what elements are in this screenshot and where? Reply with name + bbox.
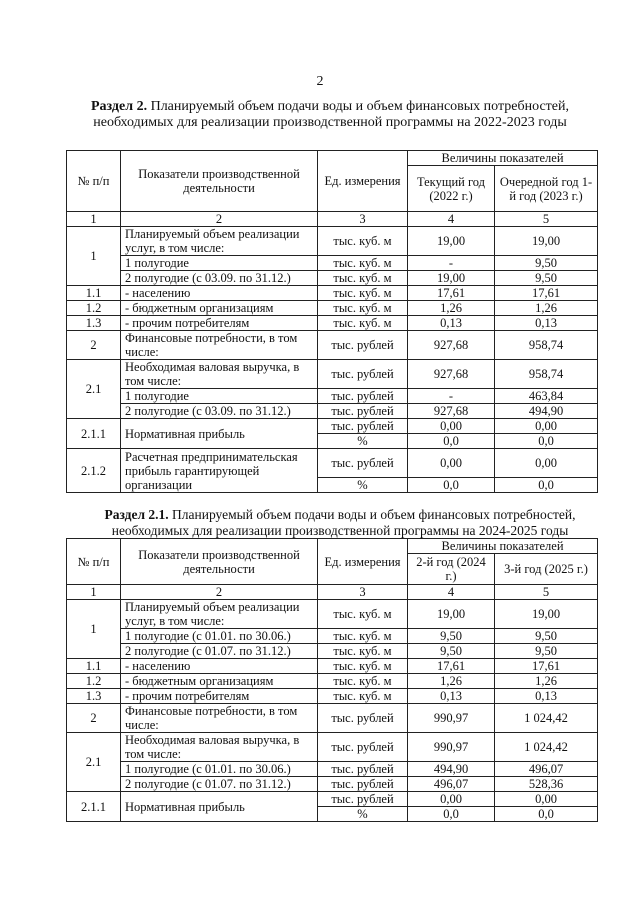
row-value: 0,0 [495,434,598,449]
row-num: 1.3 [67,689,121,704]
row-value: 9,50 [495,644,598,659]
row-name: - населению [121,286,318,301]
row-value: 17,61 [408,659,495,674]
table-row [67,256,598,271]
row-name: 1 полугодие [121,256,318,271]
row-value: 0,13 [495,316,598,331]
row-value: 17,61 [408,286,495,301]
row-value: 1 024,42 [495,733,598,762]
row-name: Финансовые потребности, в том числе: [121,331,318,360]
table-row [67,227,598,256]
row-unit: тыс. куб. м [318,227,408,256]
row-value: 496,07 [408,777,495,792]
row-value: 0,00 [495,419,598,434]
section-2-title-bold: Раздел 2. [91,99,148,114]
table-row [67,331,598,360]
row-value: - [408,389,495,404]
row-num: 2 [67,331,121,360]
row-value: 9,50 [495,629,598,644]
row-value: 19,00 [495,227,598,256]
row-unit: тыс. рублей [318,360,408,389]
table-row [67,777,598,792]
row-value: 494,90 [408,762,495,777]
row-value: 927,68 [408,360,495,389]
row-value: 9,50 [408,629,495,644]
row-value: 0,0 [495,478,598,493]
table-row [67,674,598,689]
table-row [67,704,598,733]
row-value: 927,68 [408,404,495,419]
row-name: - бюджетным организациям [121,674,318,689]
header-indicators: Показатели производственной деятельности [121,539,318,585]
index-cell: 5 [495,212,598,227]
row-value: 0,00 [495,449,598,478]
row-name: Необходимая валовая выручка, в том числе: [121,360,318,389]
row-name: Нормативная прибыль [121,792,318,822]
header-unit: Ед. измерения [318,539,408,585]
header-num: № п/п [67,539,121,585]
header-col-2025: 3-й год (2025 г.) [495,554,598,585]
row-num: 1.1 [67,659,121,674]
table-row [67,419,598,434]
section-2-title [60,99,600,131]
row-num: 1.3 [67,316,121,331]
section-2-1-table [66,538,598,822]
row-value: 0,00 [408,792,495,807]
row-num: 2.1 [67,733,121,792]
row-value: 0,00 [408,449,495,478]
row-name: 2 полугодие (с 03.09. по 31.12.) [121,271,318,286]
table-row [67,762,598,777]
index-cell: 4 [408,585,495,600]
table-row [67,404,598,419]
section-2-1-title [80,507,600,539]
header-num: № п/п [67,151,121,212]
row-unit: тыс. куб. м [318,256,408,271]
section-2-1-title-text: Планируемый объем подачи воды и объем финансовых потребностей, необходимых для реализации производственной программы на 2024-2025 годы [111,507,576,538]
row-value: 990,97 [408,704,495,733]
row-num: 2.1.1 [67,792,121,822]
row-value: 528,36 [495,777,598,792]
row-value: 19,00 [495,600,598,629]
row-unit: тыс. куб. м [318,689,408,704]
header-values: Величины показателей [408,151,598,166]
table-row [67,449,598,478]
table-row [67,600,598,629]
table-row [67,316,598,331]
page-number: 2 [316,74,324,89]
row-name: 1 полугодие (с 01.01. по 30.06.) [121,629,318,644]
table-row [67,301,598,316]
table-row [67,389,598,404]
index-cell: 2 [121,212,318,227]
row-name: 2 полугодие (с 01.07. по 31.12.) [121,777,318,792]
index-cell: 3 [318,585,408,600]
index-cell: 5 [495,585,598,600]
table-row [67,689,598,704]
row-name: Планируемый объем реализации услуг, в том числе: [121,600,318,629]
row-value: 463,84 [495,389,598,404]
row-value: 494,90 [495,404,598,419]
row-num: 2 [67,704,121,733]
index-cell: 1 [67,585,121,600]
row-value: 9,50 [495,271,598,286]
section-2-1-title-bold: Раздел 2.1. [104,507,169,522]
row-value: 958,74 [495,331,598,360]
row-value: 1,26 [495,674,598,689]
row-name: - прочим потребителям [121,316,318,331]
row-value: - [408,256,495,271]
row-num: 1 [67,227,121,286]
row-unit: тыс. куб. м [318,286,408,301]
row-num: 1 [67,600,121,659]
row-value: 958,74 [495,360,598,389]
row-value: 0,13 [408,689,495,704]
row-unit: тыс. куб. м [318,316,408,331]
table-row [67,659,598,674]
row-num: 1.2 [67,301,121,316]
table-row [67,792,598,807]
row-unit: тыс. рублей [318,704,408,733]
table-row [67,271,598,286]
row-value: 17,61 [495,659,598,674]
row-value: 19,00 [408,600,495,629]
row-num: 1.2 [67,674,121,689]
row-unit: тыс. куб. м [318,629,408,644]
row-value: 1,26 [408,301,495,316]
row-value: 990,97 [408,733,495,762]
row-num: 2.1.2 [67,449,121,493]
row-value: 9,50 [408,644,495,659]
row-value: 0,13 [408,316,495,331]
row-unit: тыс. рублей [318,733,408,762]
row-unit: тыс. куб. м [318,644,408,659]
row-name: Планируемый объем реализации услуг, в том числе: [121,227,318,256]
row-name: - населению [121,659,318,674]
row-value: 0,0 [408,807,495,822]
row-num: 2.1 [67,360,121,419]
index-cell: 2 [121,585,318,600]
row-unit: тыс. рублей [318,331,408,360]
row-num: 1.1 [67,286,121,301]
row-unit: % [318,478,408,493]
row-unit: % [318,434,408,449]
table-row [67,644,598,659]
row-unit: тыс. рублей [318,389,408,404]
row-value: 17,61 [495,286,598,301]
row-unit: тыс. куб. м [318,659,408,674]
row-value: 9,50 [495,256,598,271]
section-2-table [66,150,598,493]
table-row [67,286,598,301]
row-unit: тыс. куб. м [318,271,408,286]
row-unit: тыс. рублей [318,419,408,434]
row-name: Необходимая валовая выручка, в том числе: [121,733,318,762]
row-value: 19,00 [408,227,495,256]
row-num: 2.1.1 [67,419,121,449]
row-name: 2 полугодие (с 03.09. по 31.12.) [121,404,318,419]
row-name: 1 полугодие (с 01.01. по 30.06.) [121,762,318,777]
row-unit: тыс. рублей [318,449,408,478]
row-value: 1,26 [408,674,495,689]
row-name: 1 полугодие [121,389,318,404]
row-name: 2 полугодие (с 01.07. по 31.12.) [121,644,318,659]
row-value: 1,26 [495,301,598,316]
row-value: 496,07 [495,762,598,777]
index-cell: 4 [408,212,495,227]
row-name: Расчетная предпринимательская прибыль гарантирующей организации [121,449,318,493]
index-cell: 1 [67,212,121,227]
row-value: 0,00 [495,792,598,807]
table-row [67,629,598,644]
header-col-next-year: Очередной год 1-й год (2023 г.) [495,166,598,212]
table-row [67,360,598,389]
row-value: 19,00 [408,271,495,286]
row-value: 927,68 [408,331,495,360]
row-value: 0,0 [408,478,495,493]
row-value: 0,0 [408,434,495,449]
row-value: 1 024,42 [495,704,598,733]
row-name: Финансовые потребности, в том числе: [121,704,318,733]
row-name: - бюджетным организациям [121,301,318,316]
row-unit: тыс. рублей [318,777,408,792]
row-value: 0,00 [408,419,495,434]
row-name: - прочим потребителям [121,689,318,704]
row-value: 0,0 [495,807,598,822]
header-col-current-year: Текущий год (2022 г.) [408,166,495,212]
row-unit: тыс. рублей [318,762,408,777]
row-unit: тыс. рублей [318,404,408,419]
header-values: Величины показателей [408,539,598,554]
row-name: Нормативная прибыль [121,419,318,449]
table-row [67,733,598,762]
index-cell: 3 [318,212,408,227]
row-unit: тыс. куб. м [318,301,408,316]
row-unit: тыс. рублей [318,792,408,807]
header-unit: Ед. измерения [318,151,408,212]
row-unit: % [318,807,408,822]
header-col-2024: 2-й год (2024 г.) [408,554,495,585]
row-unit: тыс. куб. м [318,674,408,689]
header-indicators: Показатели производственной деятельности [121,151,318,212]
section-2-title-text: Планируемый объем подачи воды и объем финансовых потребностей, необходимых для реализации производственной программы на 2022-2023 годы [93,99,569,130]
row-value: 0,13 [495,689,598,704]
row-unit: тыс. куб. м [318,600,408,629]
